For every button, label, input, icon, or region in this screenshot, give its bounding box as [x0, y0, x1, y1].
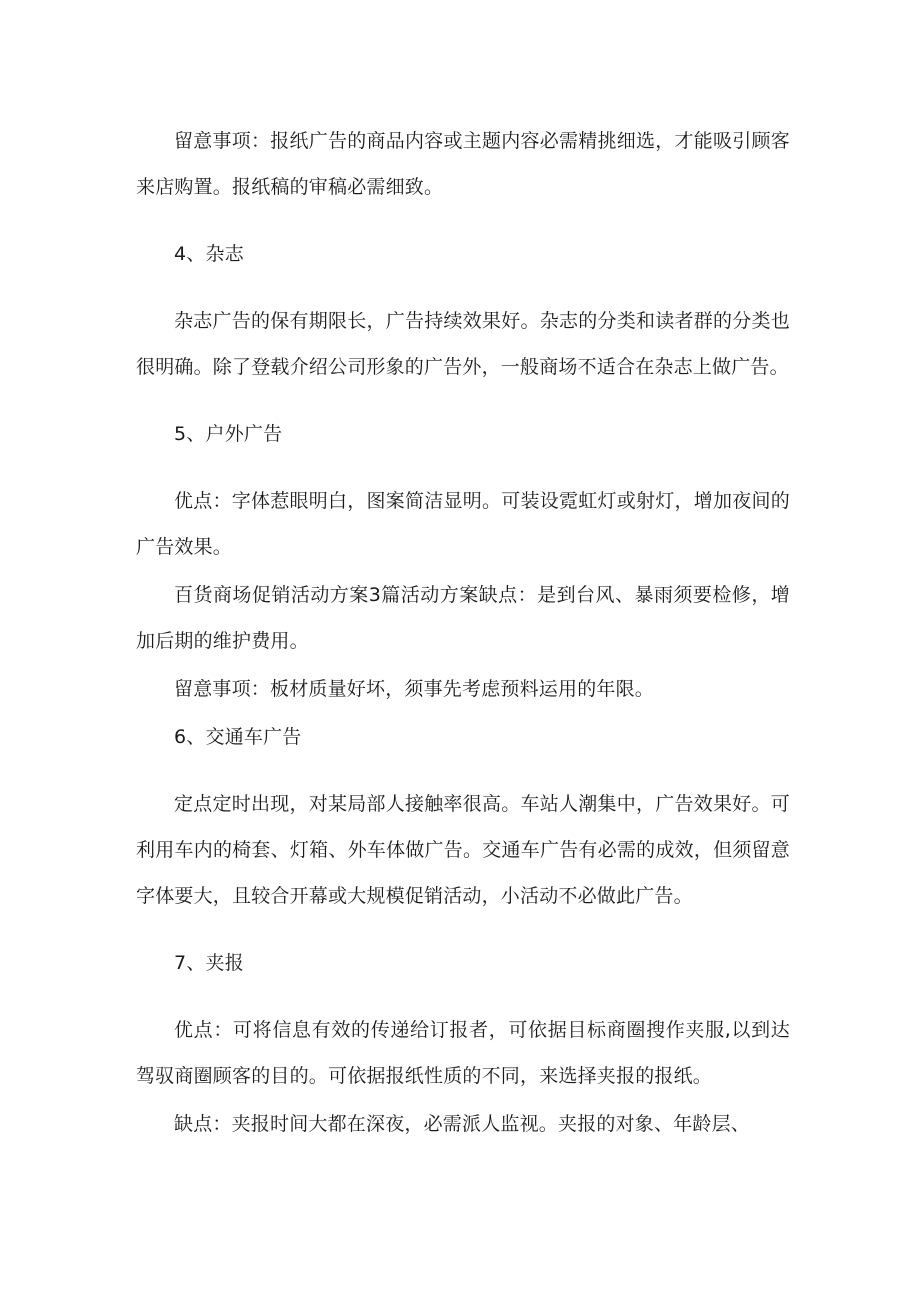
document-body [136, 118, 790, 1147]
paragraph-transit-ads: 定点定时出现，对某局部人接触率很高。车站人潮集中，广告效果好。可利用车内的椅套、灯箱、外车体做广告。交通车广告有必需的成效，但须留意字体要大，且较合开幕或大规模促销活动，小活动不必做此广告。 [136, 793, 790, 907]
section-heading-inserts: 7、夹报 [174, 952, 244, 974]
section-heading-transit-ads: 6、交通车广告 [174, 726, 302, 748]
paragraph-inserts-pros: 优点：可将信息有效的传递给订报者，可依据目标商圈搜作夹服,以到达驾驭商圈顾客的目的。可依据报纸性质的不同，来选择夹报的报纸。 [136, 1019, 790, 1087]
paragraph-magazine: 杂志广告的保有期限长，广告持续效果好。杂志的分类和读者群的分类也很明确。除了登载介绍公司形象的广告外，一般商场不适合在杂志上做广告。 [136, 310, 790, 378]
section-heading-outdoor-ads: 5、户外广告 [174, 423, 283, 445]
paragraph-outdoor-pros: 优点：字体惹眼明白，图案简洁显明。可装设霓虹灯或射灯，增加夜间的广告效果。 [136, 490, 790, 558]
section-heading-magazine: 4、杂志 [174, 243, 244, 265]
paragraph-outdoor-notes: 留意事项：板材质量好坏，须事先考虑预料运用的年限。 [174, 678, 655, 700]
paragraph-outdoor-cons: 百货商场促销活动方案3篇活动方案缺点：是到台风、暴雨须要检修，增加后期的维护费用。 [136, 584, 790, 652]
paragraph-notes-newspaper: 留意事项：报纸广告的商品内容或主题内容必需精挑细选，才能吸引顾客来店购置。报纸稿的审稿必需细致。 [136, 130, 790, 198]
paragraph-inserts-cons: 缺点：夹报时间大都在深夜，必需派人监视。夹报的对象、年龄层、 [174, 1113, 751, 1135]
